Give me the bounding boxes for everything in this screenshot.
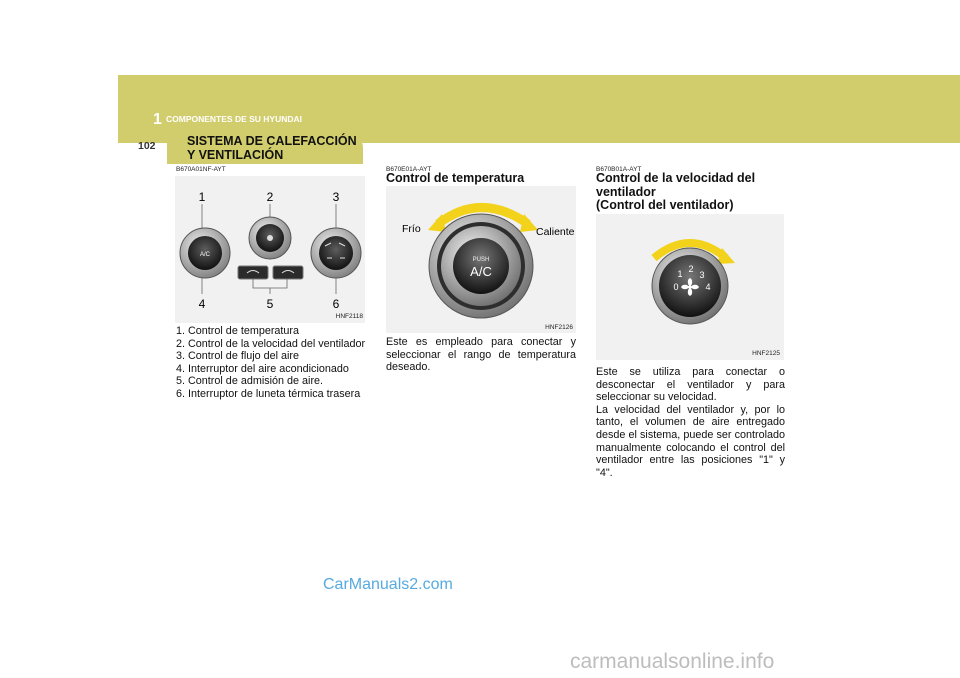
list-item: 4. Interruptor del aire acondicionado <box>176 362 349 375</box>
chapter-title: COMPONENTES DE SU HYUNDAI <box>166 114 303 124</box>
right-section-code: B670B01A-AYT <box>596 166 642 173</box>
right-body-text: Este se utiliza para conectar o desconectar el ventilador y para seleccionar su velocidad. La velocidad del ventilador y, por lo tanto, el volumen de aire entregado desde el sistema, puede ser controlado manualmente colocando el control del ventilador entre las posiciones "1" y "4". <box>596 366 785 479</box>
control-panel-illustration <box>175 176 365 323</box>
temperature-figure <box>386 186 576 333</box>
fan-speed-figure <box>596 214 784 360</box>
left-figure-code: HNF2118 <box>335 313 363 320</box>
page-number: 102 <box>138 140 156 152</box>
push-label: PUSH <box>472 257 490 263</box>
list-item: 5. Control de admisión de aire. <box>176 375 324 388</box>
knob-ac-label: A/C <box>199 252 211 258</box>
middle-heading: Control de temperatura <box>386 171 525 185</box>
list-item: 6. Interruptor de luneta térmica trasera <box>176 387 361 400</box>
middle-body-text: Este es empleado para conectar y seleccionar el rango de temperatura deseado. <box>386 336 576 374</box>
label-hot: Caliente <box>536 226 575 238</box>
section-tab <box>167 130 363 164</box>
right-figure-code: HNF2125 <box>752 350 780 357</box>
watermark-carmanualsonline[interactable]: carmanualsonline.info <box>570 650 775 673</box>
list-item: 2. Control de la velocidad del ventilador <box>176 337 366 350</box>
middle-section-code: B670E01A-AYT <box>386 166 432 173</box>
list-item: 3. Control de flujo del aire <box>176 350 300 363</box>
speed-4: 4 <box>705 282 711 292</box>
list-item: 1. Control de temperatura <box>176 325 300 337</box>
callout-2: 2 <box>266 190 274 204</box>
callout-5: 5 <box>266 297 274 311</box>
middle-figure-code: HNF2126 <box>545 324 573 331</box>
callout-4: 4 <box>198 297 206 311</box>
right-heading: Control de la velocidad del ventilador (Control del ventilador) <box>596 171 756 212</box>
callout-6: 6 <box>332 297 340 311</box>
speed-2: 2 <box>688 264 694 274</box>
label-cold: Frío <box>402 223 421 235</box>
control-list <box>176 325 366 401</box>
speed-3: 3 <box>699 270 705 280</box>
control-panel-figure <box>175 176 365 323</box>
ac-label: A/C <box>470 264 492 279</box>
chapter-number: 1 <box>153 111 162 128</box>
section-title: SISTEMA DE CALEFACCIÓN Y VENTILACIÓN <box>187 134 357 162</box>
fan-knob-illustration <box>596 214 784 360</box>
watermark-carmanuals2[interactable]: CarManuals2.com <box>323 576 453 593</box>
speed-0: 0 <box>673 282 679 292</box>
temperature-knob-illustration <box>386 186 576 333</box>
left-section-code: B670A01NF-AYT <box>176 166 226 173</box>
speed-1: 1 <box>677 269 683 279</box>
callout-1: 1 <box>198 190 206 204</box>
callout-3: 3 <box>332 190 340 204</box>
